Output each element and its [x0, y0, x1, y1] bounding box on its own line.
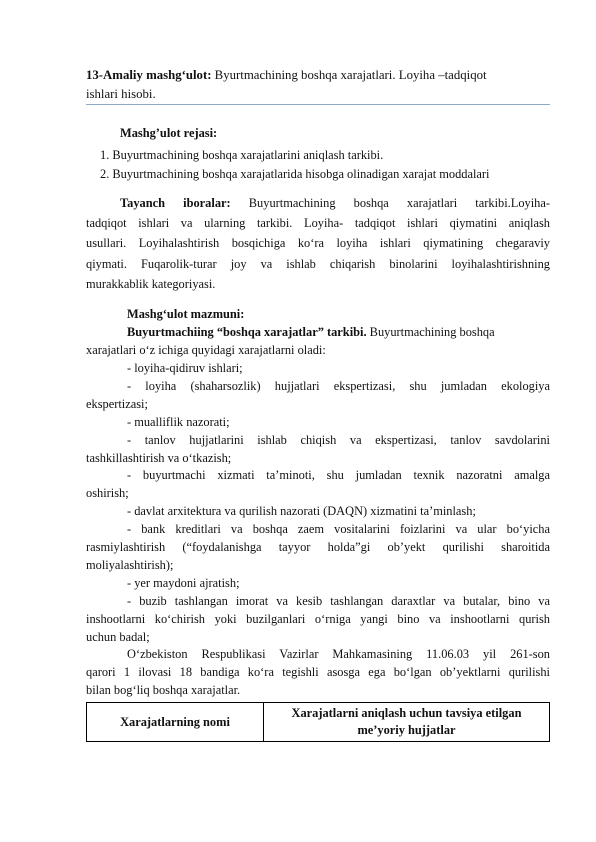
plan-item: 2. Buyurtmachining boshqa xarajatlarida hisobga olinadigan xarajat moddalari — [100, 167, 490, 181]
content-line: uchun badal; — [86, 629, 150, 644]
content-line: bilan bog‘liq boshqa xarajatlar. — [86, 683, 241, 698]
keywords-line: qiymati. Fuqarolik-turar joy va ishlab chiqarish binolarini loyihalashtirishning — [86, 257, 550, 271]
keywords-line — [120, 194, 550, 212]
content-subheading: Buyurtmachiing “boshqa xarajatlar” tarkibi. — [127, 325, 367, 339]
content-line: - loyiha (shaharsozlik) hujjatlari ekspertizasi, shu jumladan ekologiya — [127, 378, 550, 393]
content-line: - buzib tashlangan imorat va kesib tashlangan daraxtlar va butalar, bino va — [127, 593, 550, 608]
table-header-cell — [87, 703, 264, 742]
header-divider — [86, 104, 550, 105]
table-header-label: Xarajatlarning nomi — [120, 714, 230, 729]
plan-item: 1. Buyurtmachining boshqa xarajatlarini aniqlash tarkibi. — [100, 148, 384, 162]
content-line: qarori 1 ilovasi 18 bandiga ko‘ra tegishli asosga ega bo‘lgan ob’yektlarni qurilishi — [86, 665, 550, 680]
content-line: - davlat arxitektura va qurilish nazorati (DAQN) xizmatini ta’minlash; — [127, 504, 476, 519]
content-line: - buyurtmachi xizmati ta’minoti, shu jumladan texnik nazoratni amalga — [127, 468, 550, 483]
page-title — [86, 66, 556, 104]
table-header-label: me’yoriy hujjatlar — [357, 723, 456, 737]
content-line: - tanlov hujjatlarini ishlab chiqish va ekspertizasi, tanlov savdolarini — [127, 432, 550, 447]
keywords-line: usullari. Loyihalashtirish bosqichiga ko‘ra loyiha ishlari qiymatining chegaraviy — [86, 236, 550, 250]
keywords-text: Buyurtmachining boshqa xarajatlari tarkibi.Loyiha- — [230, 196, 550, 210]
table-header-row — [87, 703, 550, 742]
content-subheading-line — [127, 323, 495, 341]
plan-heading: Mashg’ulot rejasi: — [120, 126, 218, 140]
content-line: moliyalashtirish); — [86, 557, 174, 572]
keywords-line: murakkablik kategoriyasi. — [86, 277, 216, 291]
table-header-cell — [264, 703, 550, 742]
title-text-line2: ishlari hisobi. — [86, 87, 156, 101]
content-line: ekspertizasi; — [86, 396, 148, 411]
content-line: - mualliflik nazorati; — [127, 414, 230, 429]
content-intro-line: xarajatlari o‘z ichiga quyidagi xarajatlarni oladi: — [86, 343, 326, 357]
content-line: - loyiha-qidiruv ishlari; — [127, 361, 243, 375]
table-header-label: Xarajatlarni aniqlash uchun tavsiya etilgan — [291, 706, 522, 720]
content-line: oshirish; — [86, 486, 129, 501]
content-line: rasmiylashtirish (“foydalanishga tayyor holda”gi ob’yekt qurilishi sharoitida — [86, 540, 550, 554]
content-line: - bank kreditlari va boshqa zaem vositalarini foizlarini va ular bo‘yicha — [127, 522, 550, 537]
content-heading: Mashg‘ulot mazmuni: — [127, 307, 245, 321]
content-intro: Buyurtmachining boshqa — [366, 325, 495, 339]
title-text: Byurtmachining boshqa xarajatlari. Loyiha –tadqiqot — [211, 68, 487, 82]
content-line: tashkillashtirish va o‘tkazish; — [86, 450, 232, 465]
content-line: inshootlarni ko‘chirish yoki buzilganlari o‘rniga yangi bino va inshootlarni qurish — [86, 611, 550, 626]
content-line: - yer maydoni ajratish; — [127, 575, 240, 590]
title-label: 13-Amaliy mashg‘ulot: — [86, 68, 212, 82]
content-line: O‘zbekiston Respublikasi Vazirlar Mahkamasining 11.06.03 yil 261-son — [127, 647, 550, 662]
keywords-label: Tayanch iboralar: — [120, 196, 231, 210]
keywords-line: tadqiqot ishlari va ularning tarkibi. Loyiha- tadqiqot ishlari qiymatini aniqlash — [86, 216, 550, 230]
expenses-table — [86, 702, 550, 742]
